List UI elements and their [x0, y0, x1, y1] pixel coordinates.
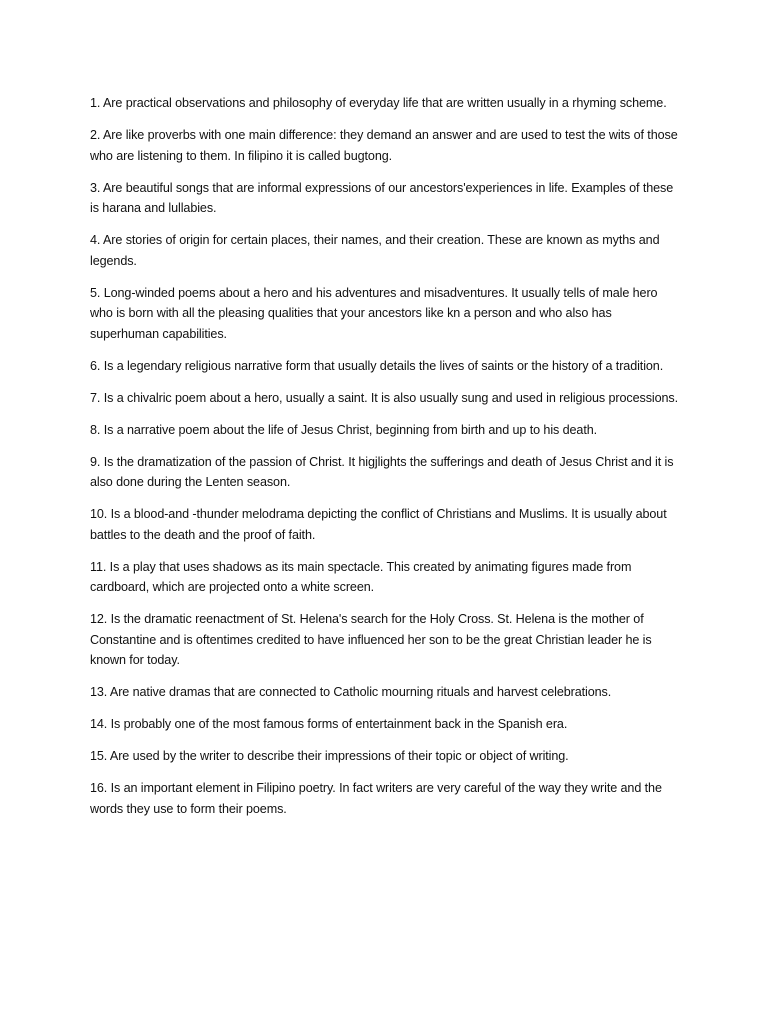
question-item-10: 10. Is a blood-and -thunder melodrama depicting the conflict of Christians and Muslims. It is usually about battles to the death and the proof of faith. — [90, 507, 667, 542]
question-item-4: 4. Are stories of origin for certain places, their names, and their creation. These are known as myths and legends. — [90, 233, 660, 268]
question-item-16: 16. Is an important element in Filipino poetry. In fact writers are very careful of the way they write and the words they use to form their poems. — [90, 781, 662, 816]
question-item-2: 2. Are like proverbs with one main difference: they demand an answer and are used to test the wits of those who are listening to them. In filipino it is called bugtong. — [90, 128, 678, 163]
question-item-14: 14. Is probably one of the most famous forms of entertainment back in the Spanish era. — [90, 717, 568, 731]
question-item-11: 11. Is a play that uses shadows as its main spectacle. This created by animating figures made from cardboard, which are projected onto a white screen. — [90, 559, 632, 594]
question-item-7: 7. Is a chivalric poem about a hero, usually a saint. It is also usually sung and used in religious processions. — [90, 390, 679, 405]
document-page — [90, 93, 682, 831]
question-item-13: 13. Are native dramas that are connected to Catholic mourning rituals and harvest celebrations. — [90, 685, 612, 699]
question-item-12: 12. Is the dramatic reenactment of St. Helena's search for the Holy Cross. St. Helena is the mother of Constantine and is oftentimes credited to have influenced her son to be the great Christian leader he is known for today. — [90, 612, 652, 667]
question-item-8: 8. Is a narrative poem about the life of Jesus Christ, beginning from birth and up to his death. — [90, 422, 598, 437]
question-item-15: 15. Are used by the writer to describe their impressions of their topic or object of writing. — [90, 749, 569, 763]
question-item-9: 9. Is the dramatization of the passion of Christ. It higjlights the sufferings and death of Jesus Christ and it is also done during the Lenten season. — [90, 454, 674, 489]
question-item-1: 1. Are practical observations and philosophy of everyday life that are written usually in a rhyming scheme. — [90, 96, 667, 110]
question-item-6: 6. Is a legendary religious narrative form that usually details the lives of saints or the history of a tradition. — [90, 358, 664, 373]
question-item-5: 5. Long-winded poems about a hero and his adventures and misadventures. It usually tells of male hero who is born with all the pleasing qualities that your ancestors like kn a person and who also has superhuman capabilities. — [90, 285, 658, 341]
question-item-3: 3. Are beautiful songs that are informal expressions of our ancestors'experiences in life. Examples of these is harana and lullabies. — [90, 180, 674, 215]
